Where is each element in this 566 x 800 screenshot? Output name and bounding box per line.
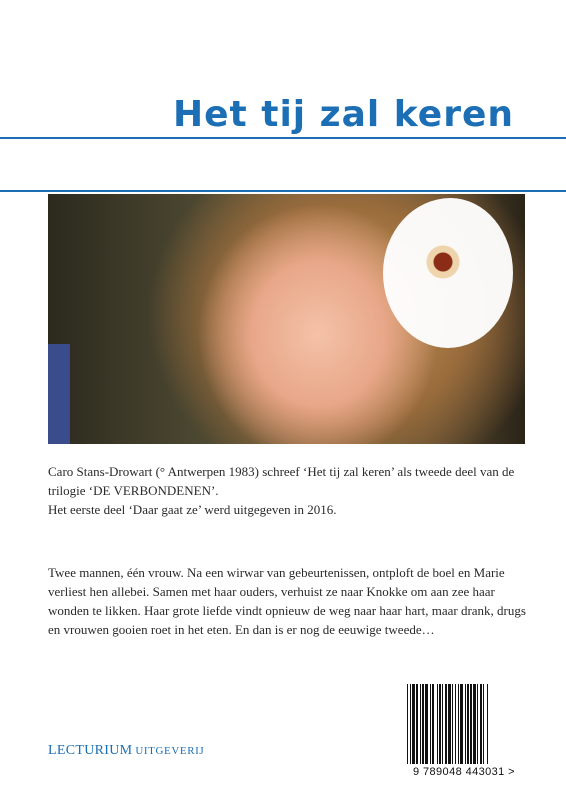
bio-line-1: Caro Stans-Drowart (° Antwerpen 1983) schreef ‘Het tij zal keren’ als tweede deel van de trilogie ‘DE VERBONDENEN’.	[48, 464, 515, 498]
barcode-bar	[412, 684, 415, 764]
barcode-bar	[430, 684, 431, 764]
barcode-bar	[480, 684, 482, 764]
barcode-bar	[458, 684, 459, 764]
isbn-barcode	[404, 680, 524, 784]
barcode-bar	[432, 684, 434, 764]
barcode-bar	[473, 684, 476, 764]
barcode-bar	[422, 684, 424, 764]
barcode-bar	[470, 684, 472, 764]
barcode-bar	[452, 684, 453, 764]
publisher-suffix: UITGEVERIJ	[135, 745, 205, 757]
bio-line-2: Het eerste deel ‘Daar gaat ze’ werd uitgegeven in 2016.	[48, 502, 337, 517]
author-bio	[48, 462, 528, 519]
barcode-bar	[483, 684, 484, 764]
isbn-number: 9 789048 443031 >	[413, 766, 515, 778]
barcode-bar	[455, 684, 456, 764]
barcode-bar	[410, 684, 411, 764]
divider-bottom	[0, 190, 566, 192]
barcode-bar	[439, 684, 441, 764]
blurb-text: Twee mannen, één vrouw. Na een wirwar van gebeurtenissen, ontploft de boel en Marie verliest hen allebei. Samen met haar ouders, verhuist ze naar Knokke om aan zee haar wonden te likken. Haar grote liefde vindt opnieuw de weg naar haar hart, maar drank, drugs en vrouwen gooien roet in het eten. En dan is er nog de eeuwige tweede…	[48, 565, 526, 637]
barcode-bar	[407, 684, 408, 764]
barcode-bar	[467, 684, 469, 764]
barcode-bar	[425, 684, 428, 764]
barcode-bar	[448, 684, 451, 764]
barcode-bar	[416, 684, 418, 764]
publisher-name: LECTURIUM	[48, 743, 133, 758]
hibiscus-flower	[383, 198, 513, 348]
divider-top	[0, 137, 566, 139]
barcode-bar	[465, 684, 466, 764]
barcode-bar	[437, 684, 438, 764]
book-blurb	[48, 563, 528, 639]
barcode-bar	[477, 684, 478, 764]
barcode-bar	[420, 684, 421, 764]
book-title: Het tij zal keren	[172, 94, 514, 135]
barcode-bar	[442, 684, 443, 764]
publisher-logo	[48, 741, 204, 759]
author-photo	[48, 194, 525, 444]
barcode-bar	[445, 684, 447, 764]
barcode-bar	[460, 684, 463, 764]
barcode-bar	[487, 684, 488, 764]
photo-background-shape	[48, 344, 70, 444]
barcode-bars	[404, 680, 524, 766]
